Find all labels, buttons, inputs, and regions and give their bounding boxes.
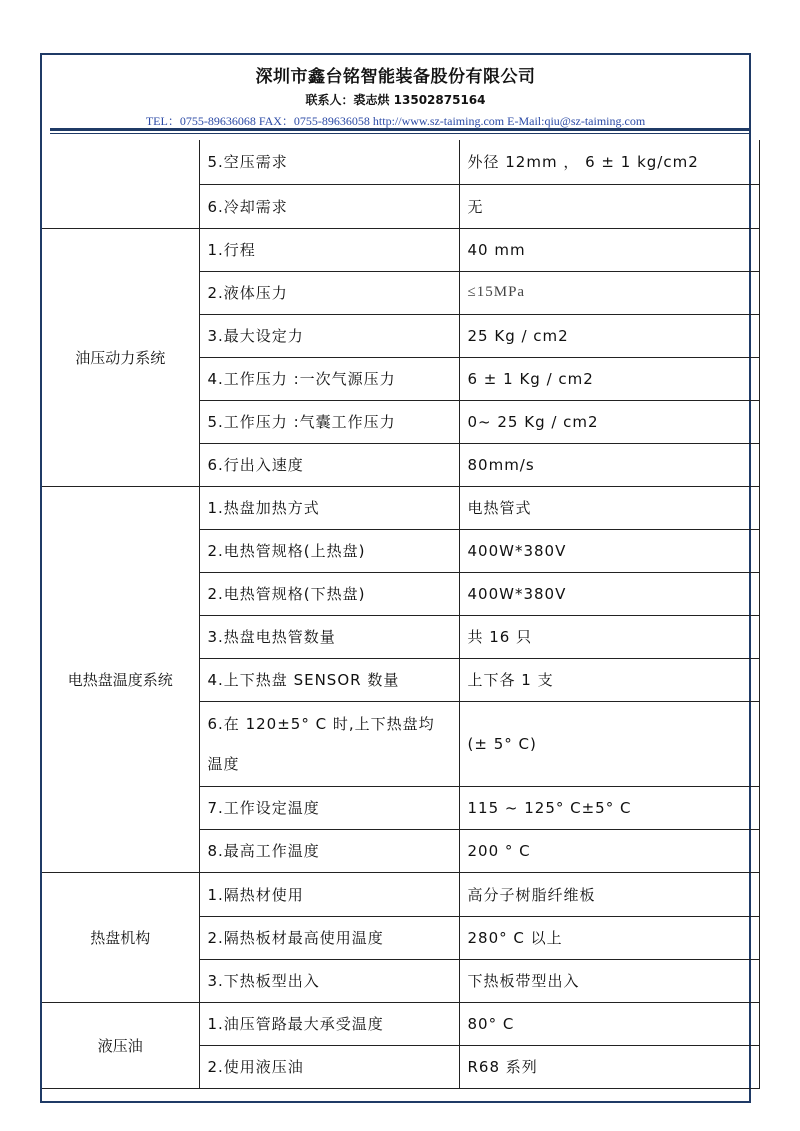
item-cell: 2.电热管规格(下热盘) <box>199 572 459 615</box>
value-cell: (± 5° C) <box>459 701 759 786</box>
item-cell: 2.电热管规格(上热盘) <box>199 529 459 572</box>
table-row <box>42 228 759 271</box>
category-cell: 油压动力系统 <box>42 228 199 486</box>
item-cell: 7.工作设定温度 <box>199 786 459 829</box>
item-cell: 6.行出入速度 <box>199 443 459 486</box>
contact-person: 联系人：裘志烘 13502875164 <box>305 93 486 107</box>
value-cell: 400W*380V <box>459 529 759 572</box>
table-row <box>42 872 759 916</box>
item-cell: 3.下热板型出入 <box>199 959 459 1002</box>
value-cell: 下热板带型出入 <box>459 959 759 1002</box>
value-cell: 115 ~ 125° C±5° C <box>459 786 759 829</box>
value-cell: 200 ° C <box>459 829 759 872</box>
value-cell: R68 系列 <box>459 1045 759 1088</box>
category-cell: 热盘机构 <box>42 872 199 1002</box>
item-cell: 5.空压需求 <box>199 140 459 184</box>
value-cell: 280° C 以上 <box>459 916 759 959</box>
item-cell: 2.液体压力 <box>199 271 459 314</box>
item-cell: 3.热盘电热管数量 <box>199 615 459 658</box>
header-divider-thin <box>50 133 749 134</box>
value-cell: 高分子树脂纤维板 <box>459 872 759 916</box>
item-cell: 8.最高工作温度 <box>199 829 459 872</box>
value-cell: ≤15MPa <box>459 271 759 314</box>
category-cell: 液压油 <box>42 1002 199 1088</box>
frame-bottom-border <box>40 1101 751 1103</box>
item-cell: 4.上下热盘 SENSOR 数量 <box>199 658 459 701</box>
value-cell: 400W*380V <box>459 572 759 615</box>
value-cell: 40 mm <box>459 228 759 271</box>
item-cell: 2.隔热板材最高使用温度 <box>199 916 459 959</box>
item-cell: 5.工作压力 :气囊工作压力 <box>199 400 459 443</box>
item-cell: 1.行程 <box>199 228 459 271</box>
value-cell: 6 ± 1 Kg / cm2 <box>459 357 759 400</box>
spec-table <box>42 140 760 1089</box>
value-cell: 无 <box>459 184 759 228</box>
company-name: 深圳市鑫台铭智能装备股份有限公司 <box>255 67 536 87</box>
table-row <box>42 486 759 529</box>
header-divider <box>50 128 749 131</box>
item-cell: 2.使用液压油 <box>199 1045 459 1088</box>
table-row <box>42 140 759 184</box>
value-cell: 0~ 25 Kg / cm2 <box>459 400 759 443</box>
item-cell: 6.在 120±5° C 时,上下热盘均温度 <box>199 701 459 786</box>
value-cell: 80mm/s <box>459 443 759 486</box>
category-cell: 电热盘温度系统 <box>42 486 199 872</box>
item-cell: 1.油压管路最大承受温度 <box>199 1002 459 1045</box>
item-cell: 3.最大设定力 <box>199 314 459 357</box>
value-cell: 80° C <box>459 1002 759 1045</box>
table-row <box>42 1002 759 1045</box>
contact-line: TEL：0755-89636068 FAX：0755-89636058 http://www.sz-taiming.com E-Mail:qiu@sz-taiming.com <box>145 114 646 128</box>
frame-top-border <box>40 53 751 55</box>
letterhead <box>42 56 749 129</box>
value-cell: 外径 12mm ， 6 ± 1 kg/cm2 <box>459 140 759 184</box>
value-cell: 共 16 只 <box>459 615 759 658</box>
item-cell: 6.冷却需求 <box>199 184 459 228</box>
value-cell: 25 Kg / cm2 <box>459 314 759 357</box>
value-cell: 电热管式 <box>459 486 759 529</box>
item-cell: 1.隔热材使用 <box>199 872 459 916</box>
value-cell: 上下各 1 支 <box>459 658 759 701</box>
item-cell: 4.工作压力 :一次气源压力 <box>199 357 459 400</box>
item-cell: 1.热盘加热方式 <box>199 486 459 529</box>
category-cell <box>42 140 199 228</box>
